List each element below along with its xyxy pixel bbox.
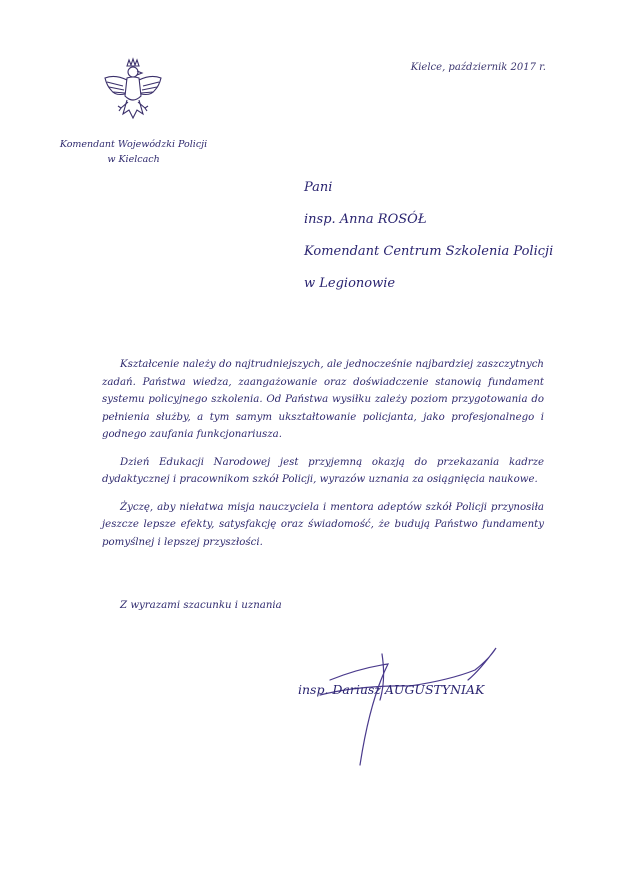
recipient-name: insp. Anna ROSÓŁ bbox=[304, 212, 427, 227]
polish-eagle-emblem-icon bbox=[101, 56, 165, 128]
letter-body bbox=[102, 356, 544, 561]
recipient-title: Komendant Centrum Szkolenia Policji bbox=[304, 244, 554, 259]
letter-date: Kielce, październik 2017 r. bbox=[410, 62, 546, 73]
sender-location: w Kielcach bbox=[107, 154, 160, 165]
recipient-block bbox=[304, 172, 604, 300]
body-paragraph-3: Życzę, aby niełatwa misja nauczyciela i mentora adeptów szkół Policji przynosiła jeszcze lepsze efekty, satysfakcję oraz świadomość, że budują Państwo fundamenty pomyślnej i lepszej przyszłości. bbox=[102, 501, 544, 548]
sender-block bbox=[46, 137, 221, 167]
sender-title: Komendant Wojewódzki Policji bbox=[59, 139, 208, 150]
body-paragraph-2: Dzień Edukacji Narodowej jest przyjemną okazją do przekazania kadrze dydaktycznej i pracownikom szkół Policji, wyrazów uznania za osiągnięcia naukowe. bbox=[102, 456, 544, 485]
closing-line: Z wyrazami szacunku i uznania bbox=[120, 600, 282, 611]
handwritten-signature-icon bbox=[300, 640, 510, 770]
signatory-name: insp. Dariusz AUGUSTYNIAK bbox=[298, 682, 485, 697]
recipient-location: w Legionowie bbox=[304, 276, 396, 291]
recipient-salutation: Pani bbox=[304, 180, 333, 195]
body-paragraph-1: Kształcenie należy do najtrudniejszych, ale jednocześnie najbardziej zaszczytnych zadań. Państwa wiedza, zaangażowanie oraz doświadczenie stanowią fundament systemu policyjnego szkolenia. Od Państwa wysiłku zależy poziom przygotowania do pełnienia służby, a tym samym ukształtowanie policjanta, jako profesjonalnego i godnego zaufania funkcjonariusza. bbox=[102, 359, 544, 440]
